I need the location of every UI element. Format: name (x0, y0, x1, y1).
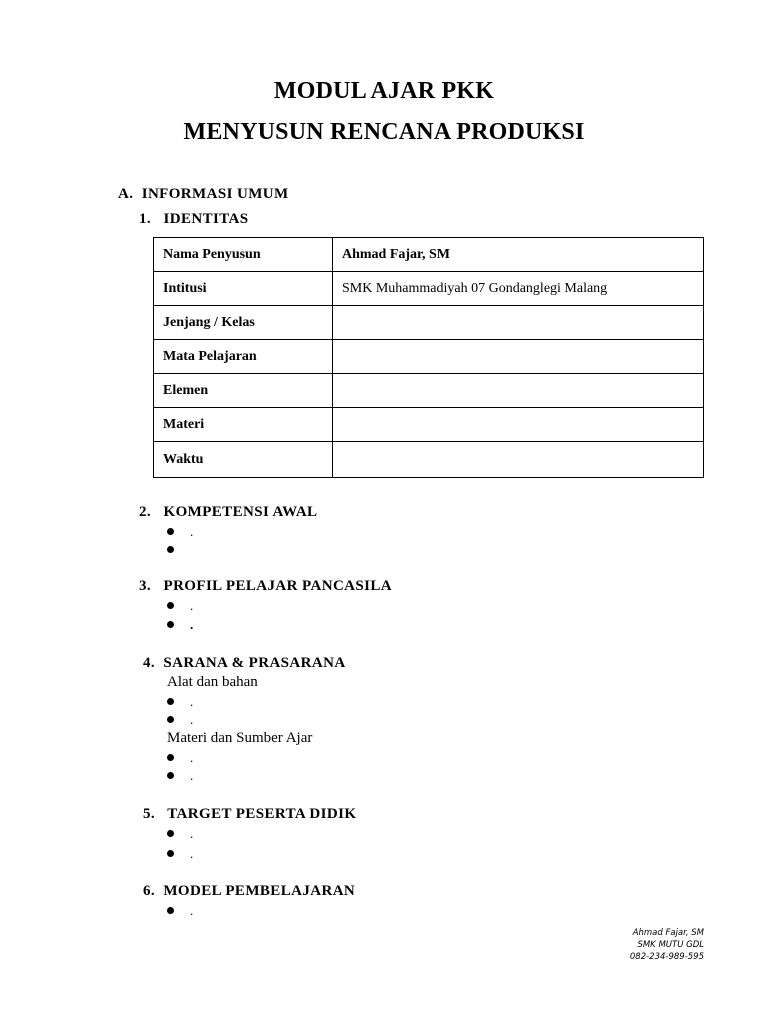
list-item: . (167, 598, 193, 615)
list-item: . (167, 846, 193, 863)
kompetensi-number: 2. (139, 504, 152, 520)
row-value (333, 408, 704, 442)
list-item: . (167, 903, 193, 920)
row-label: Waktu (154, 442, 333, 478)
identitas-number: 1. (139, 211, 152, 227)
sarana-title: SARANA & PRASARANA (163, 655, 346, 671)
kompetensi-title: KOMPETENSI AWAL (163, 504, 318, 520)
row-value: SMK Muhammadiyah 07 Gondanglegi Malang (333, 272, 704, 306)
model-heading (143, 883, 355, 900)
section-a-title: INFORMASI UMUM (141, 186, 289, 202)
profil-number: 3. (139, 578, 152, 594)
model-title: MODEL PEMBELAJARAN (163, 883, 356, 899)
profil-pelajar-heading (139, 578, 392, 595)
row-value (333, 306, 704, 340)
bullet-icon (167, 772, 174, 779)
list-item: . (167, 524, 193, 541)
target-heading (143, 806, 356, 823)
page-footer (630, 927, 704, 963)
list-item: . (167, 694, 193, 711)
table-row (154, 306, 704, 340)
list-item: . (167, 768, 193, 785)
materi-sumber-label: Materi dan Sumber Ajar (167, 730, 313, 746)
bullet-icon (167, 907, 174, 914)
bullet-icon (167, 621, 174, 628)
table-row (154, 408, 704, 442)
model-number: 6. (143, 883, 156, 899)
document-subtitle: MENYUSUN RENCANA PRODUKSI (183, 119, 585, 145)
list-item (167, 542, 190, 559)
footer-school: SMK MUTU GDL (637, 940, 704, 950)
sarana-number: 4. (143, 655, 156, 671)
bullet-icon (167, 830, 174, 837)
row-value (333, 340, 704, 374)
list-item: . (167, 617, 193, 634)
row-label: Mata Pelajaran (154, 340, 333, 374)
target-title: TARGET PESERTA DIDIK (167, 806, 357, 822)
row-label: Nama Penyusun (154, 238, 333, 272)
document-title: MODUL AJAR PKK (273, 78, 495, 104)
sarana-heading (143, 655, 346, 672)
row-label: Elemen (154, 374, 333, 408)
section-a-marker: A. (118, 186, 134, 202)
alat-bahan-label: Alat dan bahan (167, 674, 258, 690)
table-row (154, 272, 704, 306)
kompetensi-awal-heading (139, 504, 317, 521)
identitas-heading (139, 211, 249, 228)
table-row (154, 238, 704, 272)
list-item: . (167, 826, 193, 843)
row-value (333, 374, 704, 408)
section-a-heading (118, 186, 289, 203)
row-label: Materi (154, 408, 333, 442)
row-value (333, 442, 704, 478)
table-row (154, 442, 704, 478)
list-item: . (167, 750, 193, 767)
footer-phone: 082-234-989-595 (629, 952, 704, 962)
bullet-icon (167, 546, 174, 553)
table-row (154, 340, 704, 374)
bullet-icon (167, 850, 174, 857)
bullet-icon (167, 754, 174, 761)
row-value: Ahmad Fajar, SM (333, 238, 704, 272)
table-row (154, 374, 704, 408)
bullet-icon (167, 698, 174, 705)
target-number: 5. (143, 806, 156, 822)
bullet-icon (167, 602, 174, 609)
bullet-icon (167, 528, 174, 535)
bullet-icon (167, 716, 174, 723)
identitas-table (153, 237, 704, 478)
row-label: Intitusi (154, 272, 333, 306)
footer-name: Ahmad Fajar, SM (632, 928, 704, 938)
identitas-title: IDENTITAS (163, 211, 249, 227)
profil-title: PROFIL PELAJAR PANCASILA (163, 578, 393, 594)
list-item: . (167, 712, 193, 729)
row-label: Jenjang / Kelas (154, 306, 333, 340)
